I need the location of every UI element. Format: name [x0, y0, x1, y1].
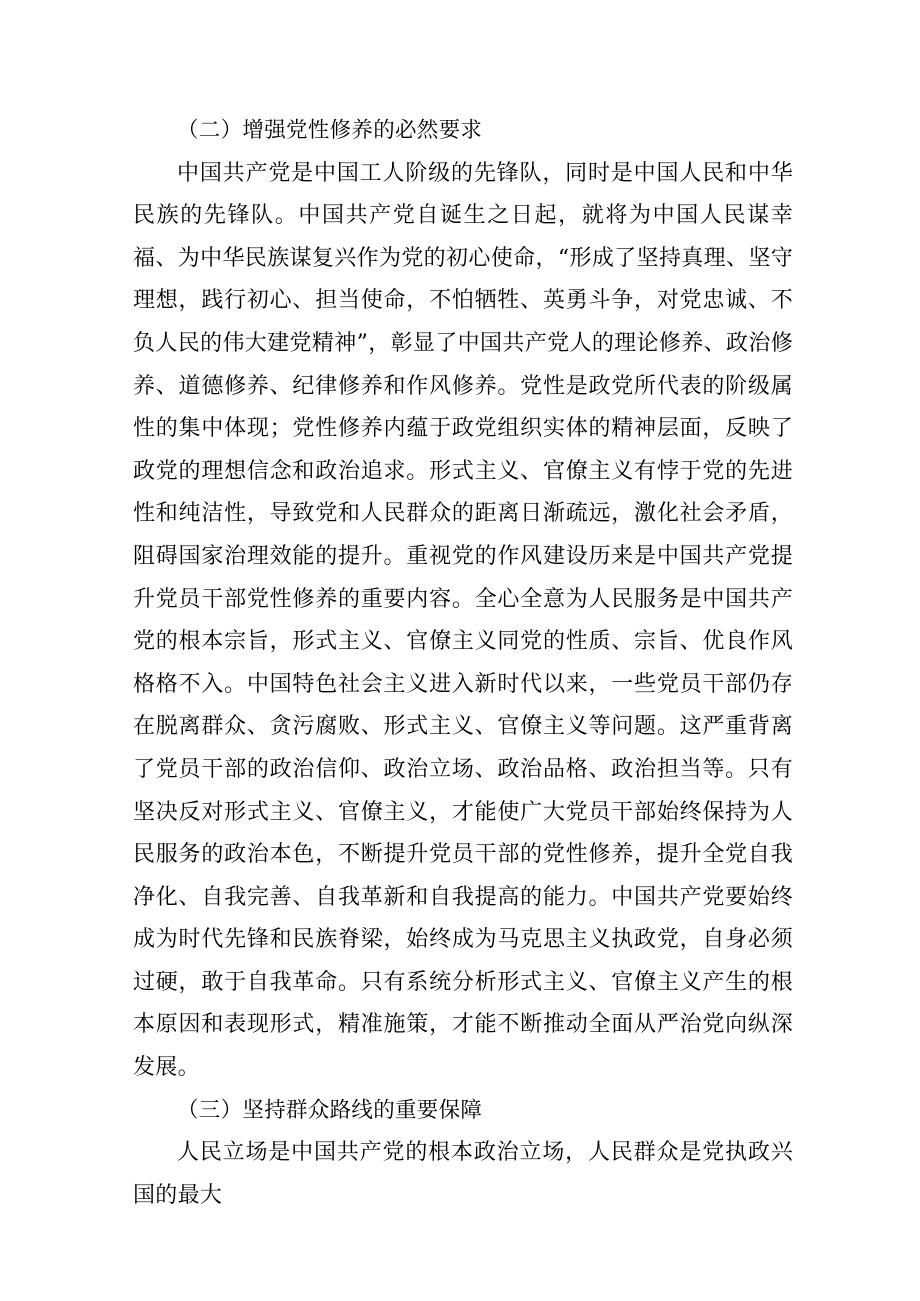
document-content [133, 110, 793, 1217]
section-paragraph-2: 中国共产党是中国工人阶级的先锋队，同时是中国人民和中华民族的先锋队。中国共产党自诞生之日起，就将为中国人民谋幸福、为中华民族谋复兴作为党的初心使命，“形成了坚持真理、坚守理想，践行初心、担当使命，不怕牺牲、英勇斗争，对党忠诚、不负人民的伟大建党精神”，彰显了中国共产党人的理论修养、政治修养、道德修养、纪律修养和作风修养。党性是政党所代表的阶级属性的集中体现；党性修养内蕴于政党组织实体的精神层面，反映了政党的理想信念和政治追求。形式主义、官僚主义有悖于党的先进性和纯洁性，导致党和人民群众的距离日渐疏远，激化社会矛盾，阻碍国家治理效能的提升。重视党的作风建设历来是中国共产党提升党员干部党性修养的重要内容。全心全意为人民服务是中国共产党的根本宗旨，形式主义、官僚主义同党的性质、宗旨、优良作风格格不入。中国特色社会主义进入新时代以来，一些党员干部仍存在脱离群众、贪污腐败、形式主义、官僚主义等问题。这严重背离了党员干部的政治信仰、政治立场、政治品格、政治担当等。只有坚决反对形式主义、官僚主义，才能使广大党员干部始终保持为人民服务的政治本色，不断提升党员干部的党性修养，提升全党自我净化、自我完善、自我革新和自我提高的能力。中国共产党要始终成为时代先锋和民族脊梁，始终成为马克思主义执政党，自身必须过硬，敢于自我革命。只有系统分析形式主义、官僚主义产生的根本原因和表现形式，精准施策，才能不断推动全面从严治党向纵深发展。 [133, 160, 793, 1081]
section-heading-3: （三）坚持群众路线的重要保障 [177, 1097, 483, 1123]
section-paragraph-3: 人民立场是中国共产党的根本政治立场，人民群众是党执政兴国的最大 [133, 1140, 793, 1208]
section-heading-2: （二）增强党性修养的必然要求 [177, 118, 483, 143]
